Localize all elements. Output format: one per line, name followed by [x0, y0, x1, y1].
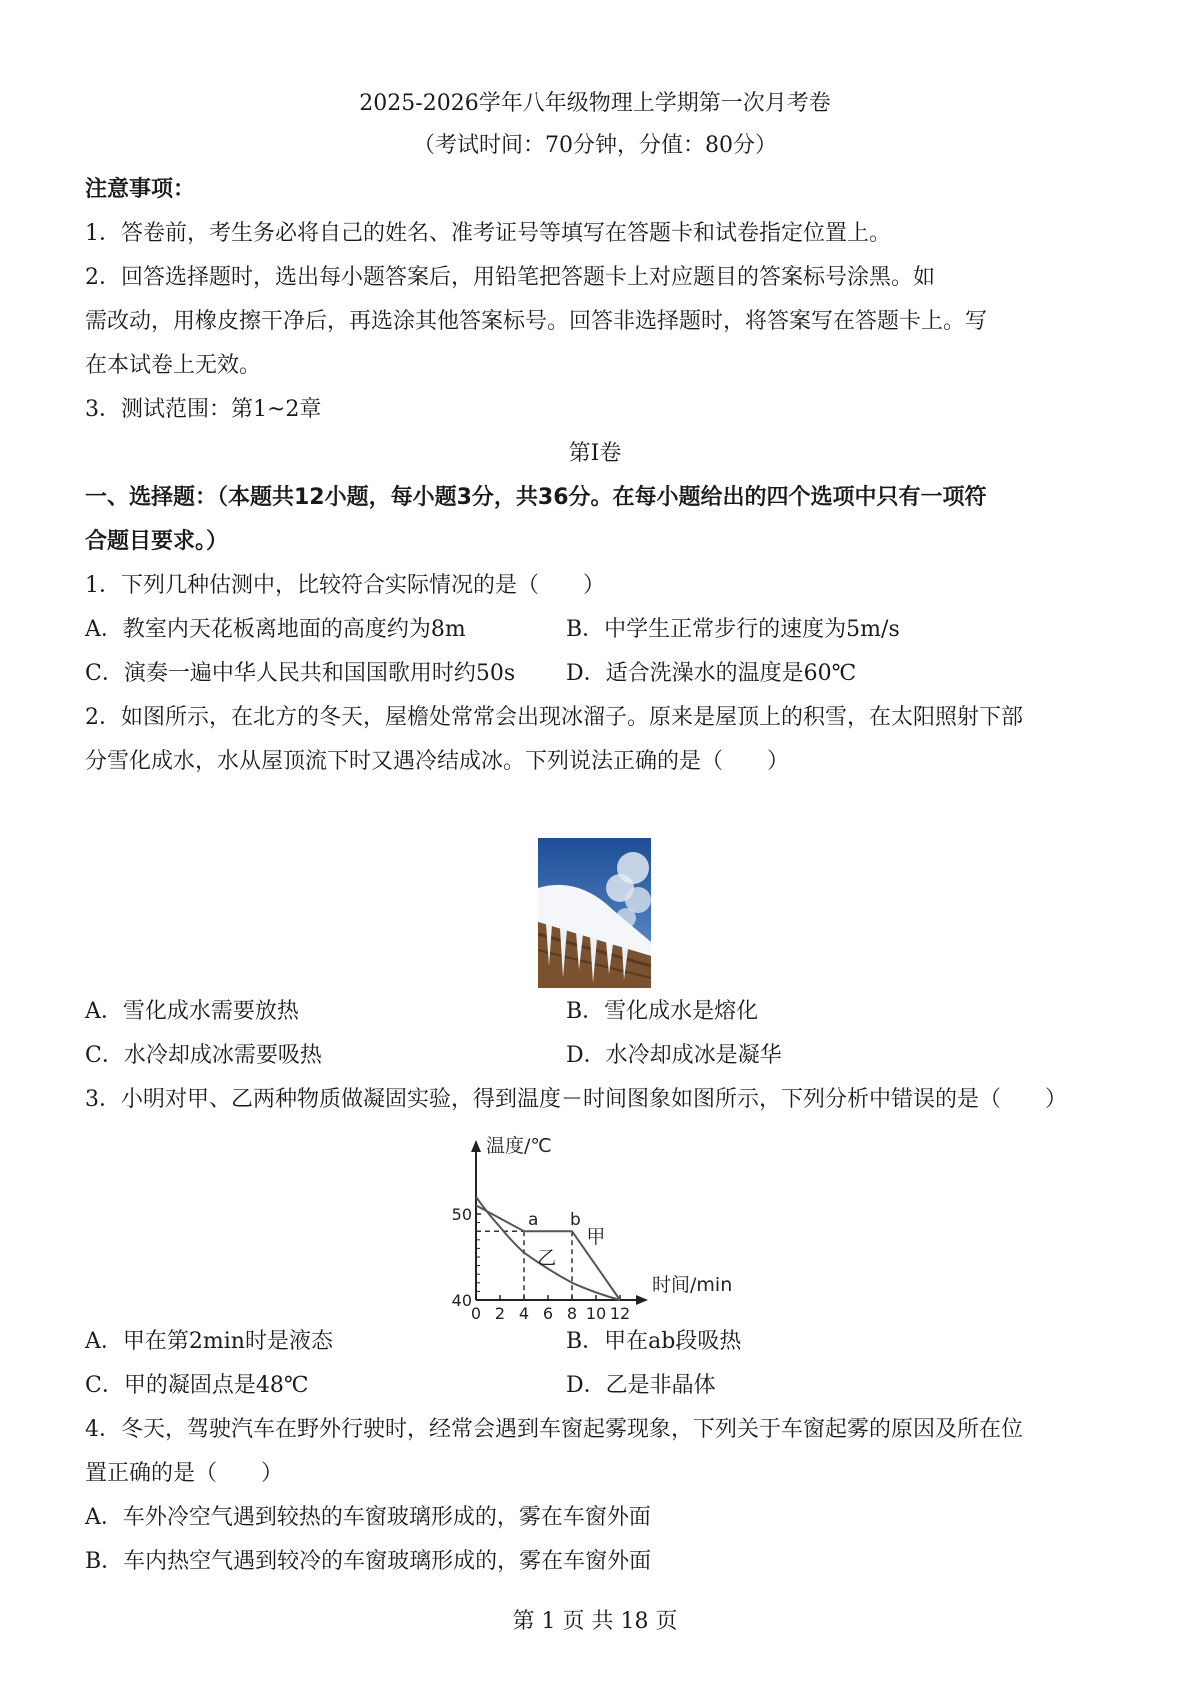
q3-option-d: D．乙是非晶体 [566, 1373, 716, 1398]
temperature-time-chart [440, 1132, 760, 1328]
q3-stem: 3．小明对甲、乙两种物质做凝固实验，得到温度－时间图象如图所示，下列分析中错误的是（ ） [85, 1087, 1068, 1112]
y-axis-label: 温度/℃ [486, 1135, 552, 1157]
q4-stem-line-1: 4．冬天，驾驶汽车在野外行驶时，经常会遇到车窗起雾现象，下列关于车窗起雾的原因及所在位 [85, 1417, 1024, 1442]
x-tick-label: 4 [518, 1304, 530, 1322]
y-axis-arrow [471, 1140, 481, 1152]
q2-option-b: B．雪化成水是熔化 [566, 999, 759, 1024]
q4-option-a: A．车外冷空气遇到较热的车窗玻璃形成的，雾在车窗外面 [85, 1505, 651, 1530]
x-tick-label: 0 [470, 1304, 482, 1322]
icicle-photo [538, 838, 651, 988]
y-tick-label: 50 [451, 1205, 472, 1224]
x-tick-label: 10 [585, 1304, 607, 1322]
q3-option-c: C．甲的凝固点是48℃ [85, 1373, 309, 1398]
section-heading-line-2: 合题目要求。） [85, 529, 229, 554]
x-axis-label: 时间/min [652, 1274, 733, 1296]
q1-stem: 1．下列几种估测中，比较符合实际情况的是（ ） [85, 573, 605, 598]
notes-heading: 注意事项： [85, 177, 196, 202]
x-tick-label: 8 [566, 1304, 578, 1322]
q1-option-c: C．演奏一遍中华人民共和国国歌用时约50s [85, 661, 516, 686]
page-footer: 第 1 页 共 18 页 [512, 1609, 678, 1634]
q2-stem-line-2: 分雪化成水，水从屋顶流下时又遇冷结成冰。下列说法正确的是（ ） [85, 749, 790, 774]
exam-info: （考试时间：70分钟，分值：80分） [413, 133, 777, 158]
page-title: 2025-2026学年八年级物理上学期第一次月考卷 [359, 91, 831, 116]
note-2-line-3: 在本试卷上无效。 [85, 353, 262, 378]
x-tick-label: 12 [609, 1304, 631, 1322]
x-axis-arrow [636, 1295, 648, 1305]
q4-option-b: B．车内热空气遇到较冷的车窗玻璃形成的，雾在车窗外面 [85, 1549, 652, 1574]
y-tick-label: 40 [451, 1291, 472, 1310]
q2-option-c: C．水冷却成冰需要吸热 [85, 1043, 322, 1068]
q3-option-a: A．甲在第2min时是液态 [85, 1329, 333, 1354]
point-label-b: b [570, 1210, 581, 1231]
q1-option-a: A．教室内天花板离地面的高度约为8m [85, 617, 466, 642]
q1-option-b: B．中学生正常步行的速度为5m/s [566, 617, 900, 642]
note-1: 1．答卷前，考生务必将自己的姓名、准考证号等填写在答题卡和试卷指定位置上。 [85, 221, 891, 246]
point-label-a: a [528, 1210, 539, 1231]
q2-stem-line-1: 2．如图所示，在北方的冬天，屋檐处常常会出现冰溜子。原来是屋顶上的积雪，在太阳照射下部 [85, 705, 1024, 730]
note-2-line-1: 2．回答选择题时，选出每小题答案后，用铅笔把答题卡上对应题目的答案标号涂黑。如 [85, 265, 935, 290]
x-tick-label: 2 [494, 1304, 506, 1322]
series-label-yi: 乙 [537, 1246, 557, 1269]
note-3: 3．测试范围：第1~2章 [85, 397, 322, 422]
q1-option-d: D．适合洗澡水的温度是60℃ [566, 661, 857, 686]
q2-option-d: D．水冷却成冰是凝华 [566, 1043, 782, 1068]
q2-option-a: A．雪化成水需要放热 [85, 999, 299, 1024]
q4-stem-line-2: 置正确的是（ ） [85, 1461, 284, 1486]
note-2-line-2: 需改动，用橡皮擦干净后，再选涂其他答案标号。回答非选择题时，将答案写在答题卡上。写 [85, 309, 988, 334]
series-label-jia: 甲 [586, 1226, 606, 1249]
section-heading-line-1: 一、选择题：（本题共12小题，每小题3分，共36分。在每小题给出的四个选项中只有一项符 [85, 485, 987, 510]
q3-option-b: B．甲在ab段吸热 [566, 1329, 742, 1354]
x-tick-label: 6 [542, 1304, 554, 1322]
volume-label: 第I卷 [568, 441, 622, 466]
